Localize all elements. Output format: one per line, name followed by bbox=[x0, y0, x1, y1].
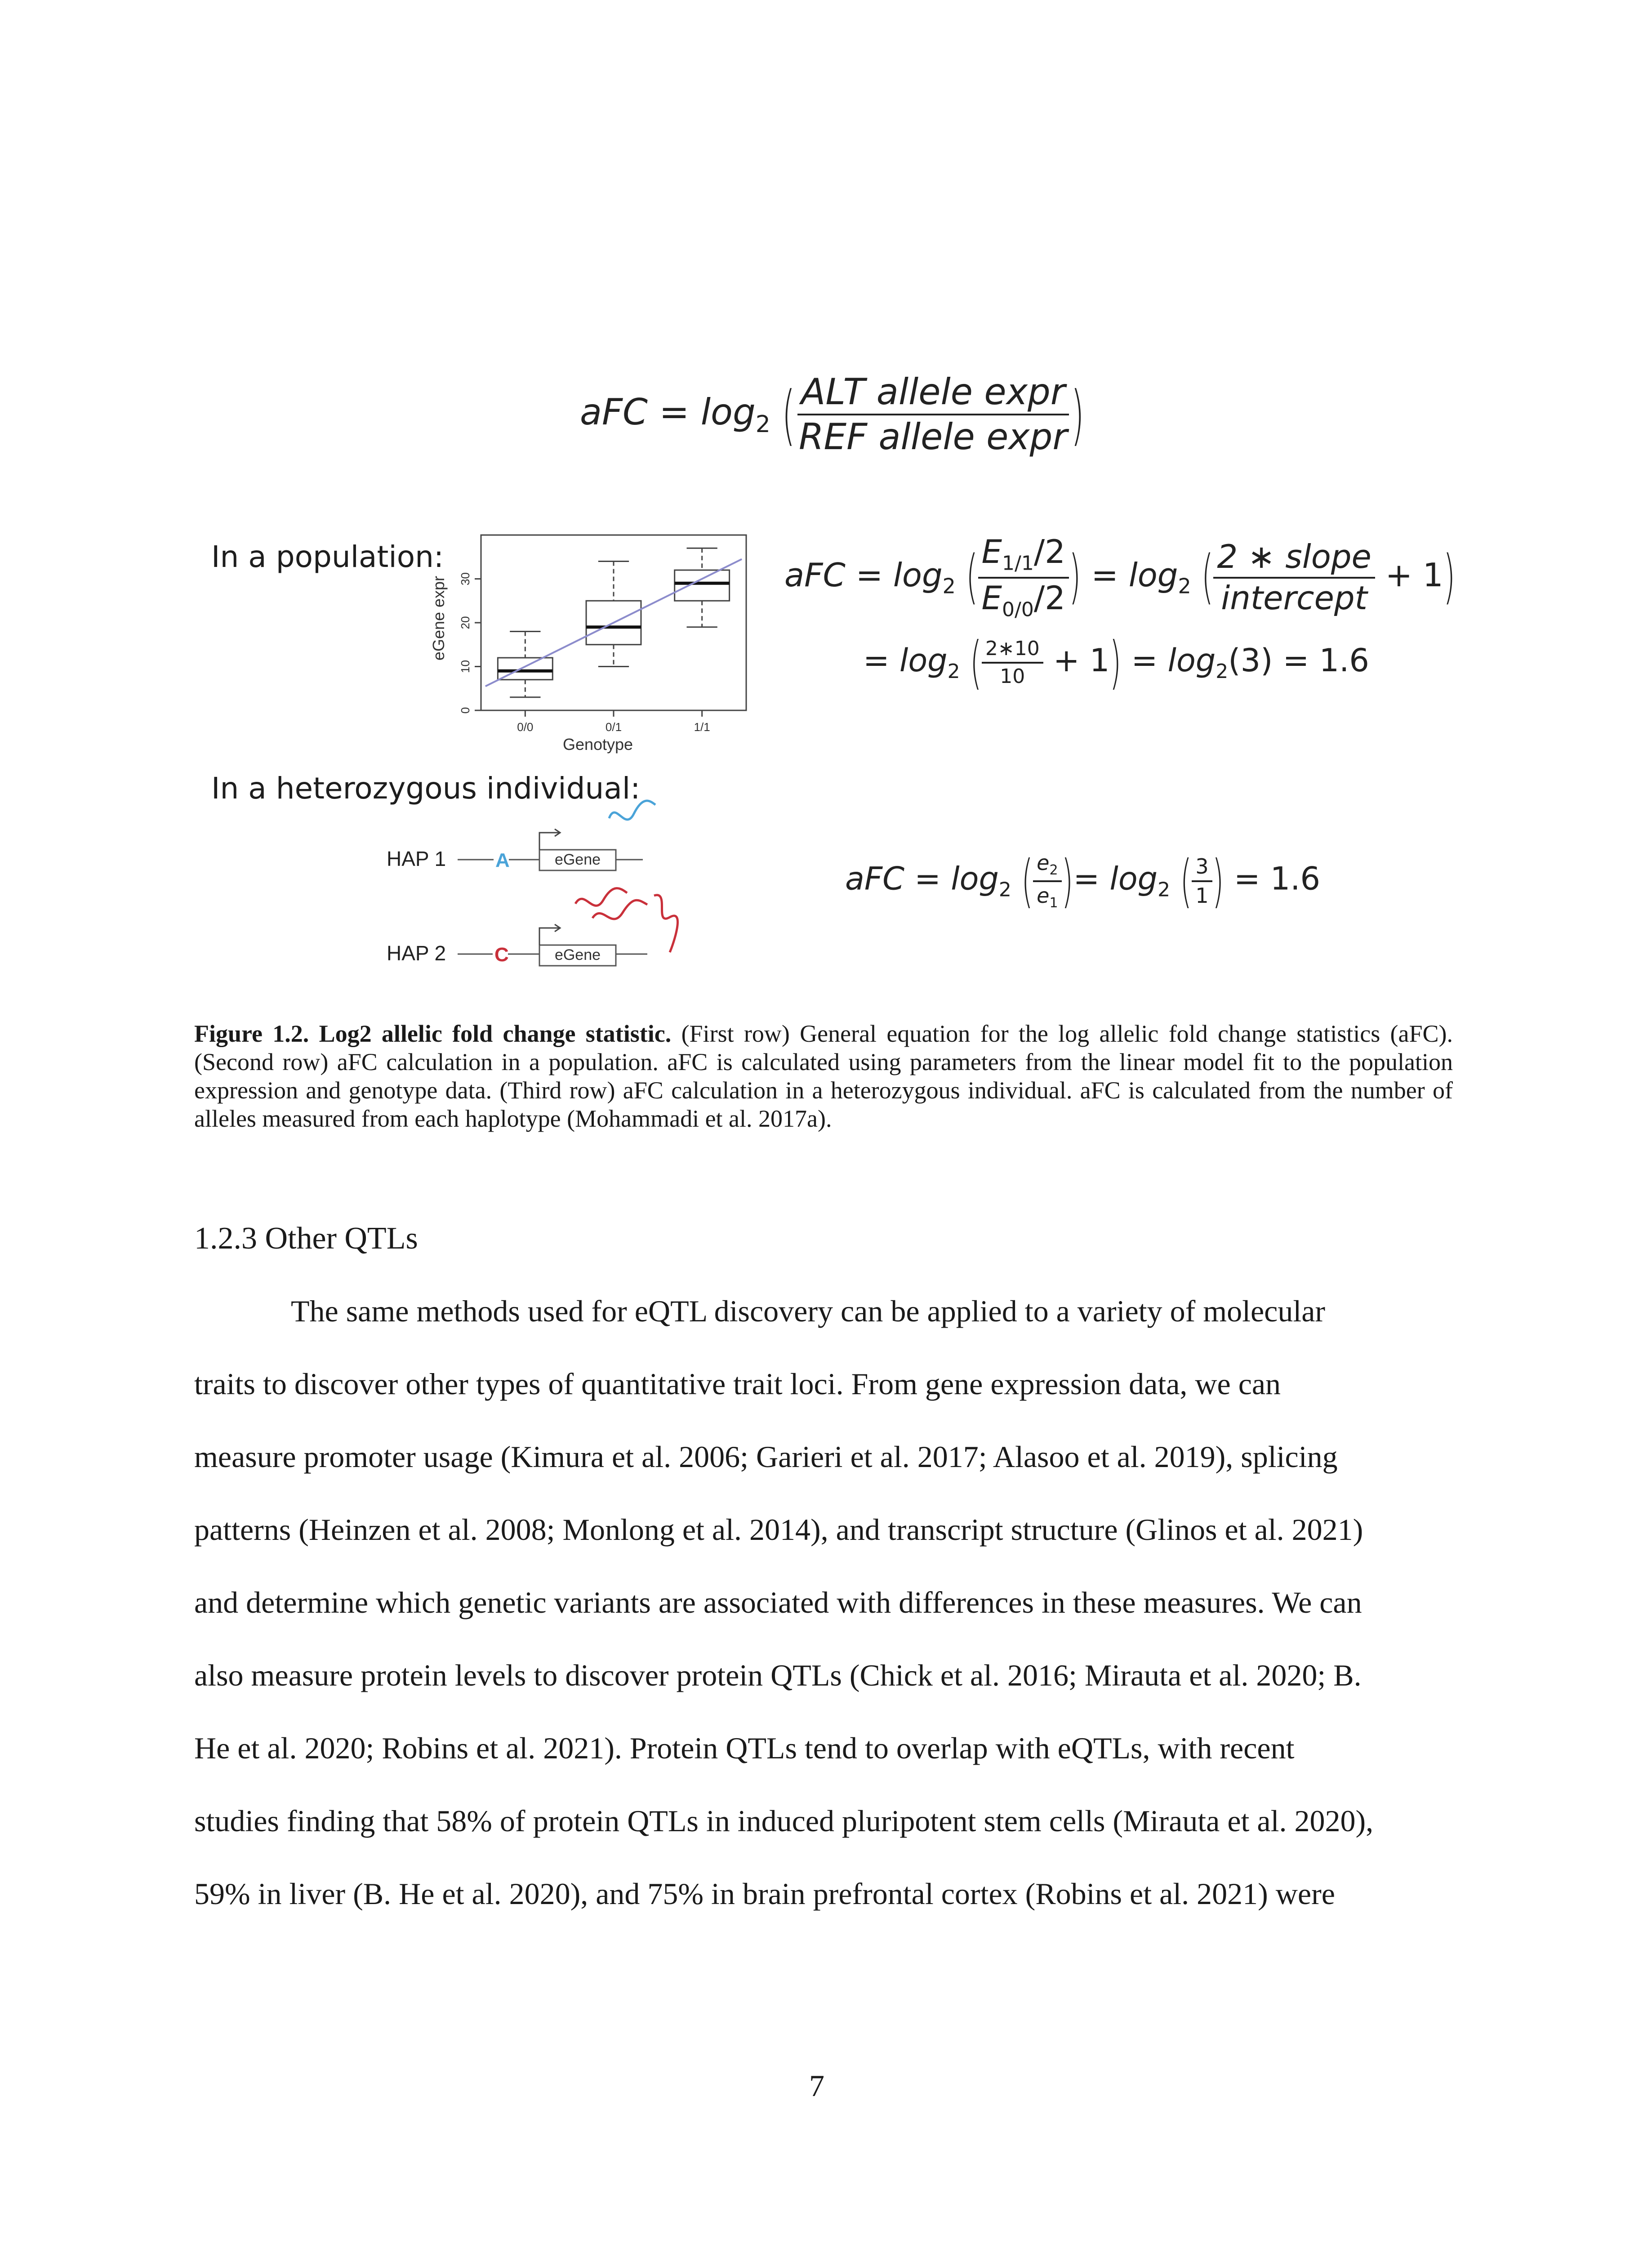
hap2-label: HAP 2 bbox=[387, 941, 446, 965]
hap1-allele: A bbox=[495, 849, 510, 871]
hap1-label: HAP 1 bbox=[387, 847, 446, 870]
caption-label: Figure 1.2. Log2 allelic fold change statistic. bbox=[194, 1020, 672, 1047]
y-tick-label: 10 bbox=[459, 660, 472, 673]
hap2-allele: C bbox=[494, 944, 509, 966]
body-paragraph bbox=[194, 1275, 1442, 1930]
boxplot-xlabel: Genotype bbox=[562, 735, 633, 754]
body-line-1: The same methods used for eQTL discovery can be applied to a variety of molecular bbox=[291, 1294, 1326, 1328]
population-equation-2: = $\log_2$ ( $\frac{2∗10}{10}$ + $1) = \log_2(3) = 1.6$ bbox=[863, 629, 1369, 696]
main-equation: aFC = $\log_2$ ( $\frac{\text{ALT allele expr}}{\text{REF allele expr}}$ ) bbox=[580, 371, 1084, 458]
body-line-3: measure promoter usage (Kimura et al. 2006; Garieri et al. 2017; Alasoo et al. 2019), splicing bbox=[194, 1440, 1338, 1474]
population-label: In a population: bbox=[211, 540, 444, 574]
heterozygous-equation: aFC = $\log_2$ ( $\frac{e_2}{e_1}$ )= $\log_2$ ( $\frac{3}{1}$ ) = 1.6 bbox=[845, 847, 1321, 914]
boxplot-ylabel: eGene expr bbox=[429, 575, 448, 661]
body-line-6: also measure protein levels to discover protein QTLs (Chick et al. 2016; Mirauta et al. 2020; B. bbox=[194, 1658, 1362, 1692]
x-tick-label: 1/1 bbox=[694, 720, 710, 734]
y-tick-label: 20 bbox=[459, 616, 472, 629]
box-1-1 bbox=[675, 570, 730, 601]
body-line-9: 59% in liver (B. He et al. 2020), and 75% in brain prefrontal cortex (Robins et al. 2021) were bbox=[194, 1877, 1335, 1911]
blue-transcript bbox=[609, 801, 655, 820]
body-line-5: and determine which genetic variants are associated with differences in these measures. We can bbox=[194, 1585, 1362, 1619]
red-transcript-3 bbox=[654, 895, 677, 952]
haplotype-diagram bbox=[382, 782, 724, 980]
body-line-2: traits to discover other types of quantitative trait loci. From gene expression data, we can bbox=[194, 1367, 1281, 1401]
body-line-8: studies finding that 58% of protein QTLs in induced pluripotent stem cells (Mirauta et al. 2020), bbox=[194, 1804, 1374, 1838]
hap1-egene-label: eGene bbox=[554, 851, 601, 868]
body-line-4: patterns (Heinzen et al. 2008; Monlong et al. 2014), and transcript structure (Glinos et al. 2021) bbox=[194, 1512, 1363, 1547]
genotype-boxplot bbox=[423, 531, 755, 764]
red-transcript-1 bbox=[575, 888, 627, 906]
x-tick-label: 0/1 bbox=[605, 720, 622, 734]
population-equation-1: aFC = $\log_2$ ( $\frac{E_{1/1}/2}{E_{0/0}/2}$ ) = $\log_2$ ( $\frac{\text{2 ∗ slope}}{\text{intercept}}$ + 1) bbox=[784, 533, 1456, 621]
figure-caption bbox=[194, 1020, 1453, 1133]
x-tick-label: 0/0 bbox=[517, 720, 534, 734]
section-heading: 1.2.3 Other QTLs bbox=[194, 1221, 418, 1256]
y-tick-label: 0 bbox=[459, 707, 472, 714]
caption-text: (First row) General equation for the log allelic fold change statistics (aFC). (Second row) aFC calculation in a population. aFC is calculated using parameters from the linear model fit to the population expression and genotype data. (Third row) aFC calculation in a heterozygous individual. aFC is calculated from the number of alleles measured from each haplotype (Mohammadi et al. 2017a). bbox=[194, 1020, 1453, 1132]
page-number: 7 bbox=[809, 2069, 824, 2103]
body-line-7: He et al. 2020; Robins et al. 2021). Protein QTLs tend to overlap with eQTLs, with recent bbox=[194, 1731, 1295, 1765]
y-tick-label: 30 bbox=[459, 572, 472, 585]
heterozygous-label: In a heterozygous individual: bbox=[211, 771, 641, 806]
hap2-egene-label: eGene bbox=[554, 946, 601, 963]
